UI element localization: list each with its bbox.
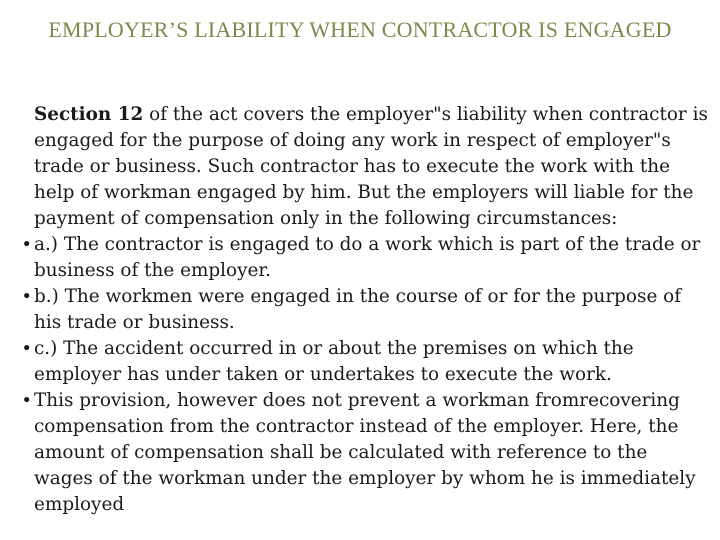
list-item (0, 284, 720, 336)
bullet-dot-icon: • (21, 286, 32, 307)
bullet-dot-icon: • (21, 390, 32, 411)
slide-content (0, 102, 720, 518)
section-reference: Section 12 (34, 104, 144, 125)
bullet-dot-icon: • (21, 234, 32, 255)
list-item-text: c.) The accident occurred in or about the premises on which the employer has under taken or undertakes to execute the work. (34, 338, 634, 385)
bullet-dot-icon: • (21, 338, 32, 359)
list-item-text: a.) The contractor is engaged to do a work which is part of the trade or business of the employer. (34, 234, 701, 281)
list-item (0, 336, 720, 388)
list-item-intro (0, 102, 720, 232)
intro-text: of the act covers the employer"s liability when contractor is engaged for the purpose of doing any work in respect of employer"s trade or business. Such contractor has to execute the work with the help of workman engaged by him. But the employers will liable for the payment of compensation only in the following circumstances: (34, 104, 708, 229)
list-item-text: b.) The workmen were engaged in the course of or for the purpose of his trade or business. (34, 286, 682, 333)
list-item (0, 232, 720, 284)
slide-title: EMPLOYER’S LIABILITY WHEN CONTRACTOR IS ENGAGED (48, 17, 672, 42)
list-item-text: This provision, however does not prevent a workman fromrecovering compensation from the contractor instead of the employer. Here, the amount of compensation shall be calculated with reference to the wages of the workman under the employer by whom he is immediately employed (34, 390, 696, 515)
list-item (0, 388, 720, 518)
